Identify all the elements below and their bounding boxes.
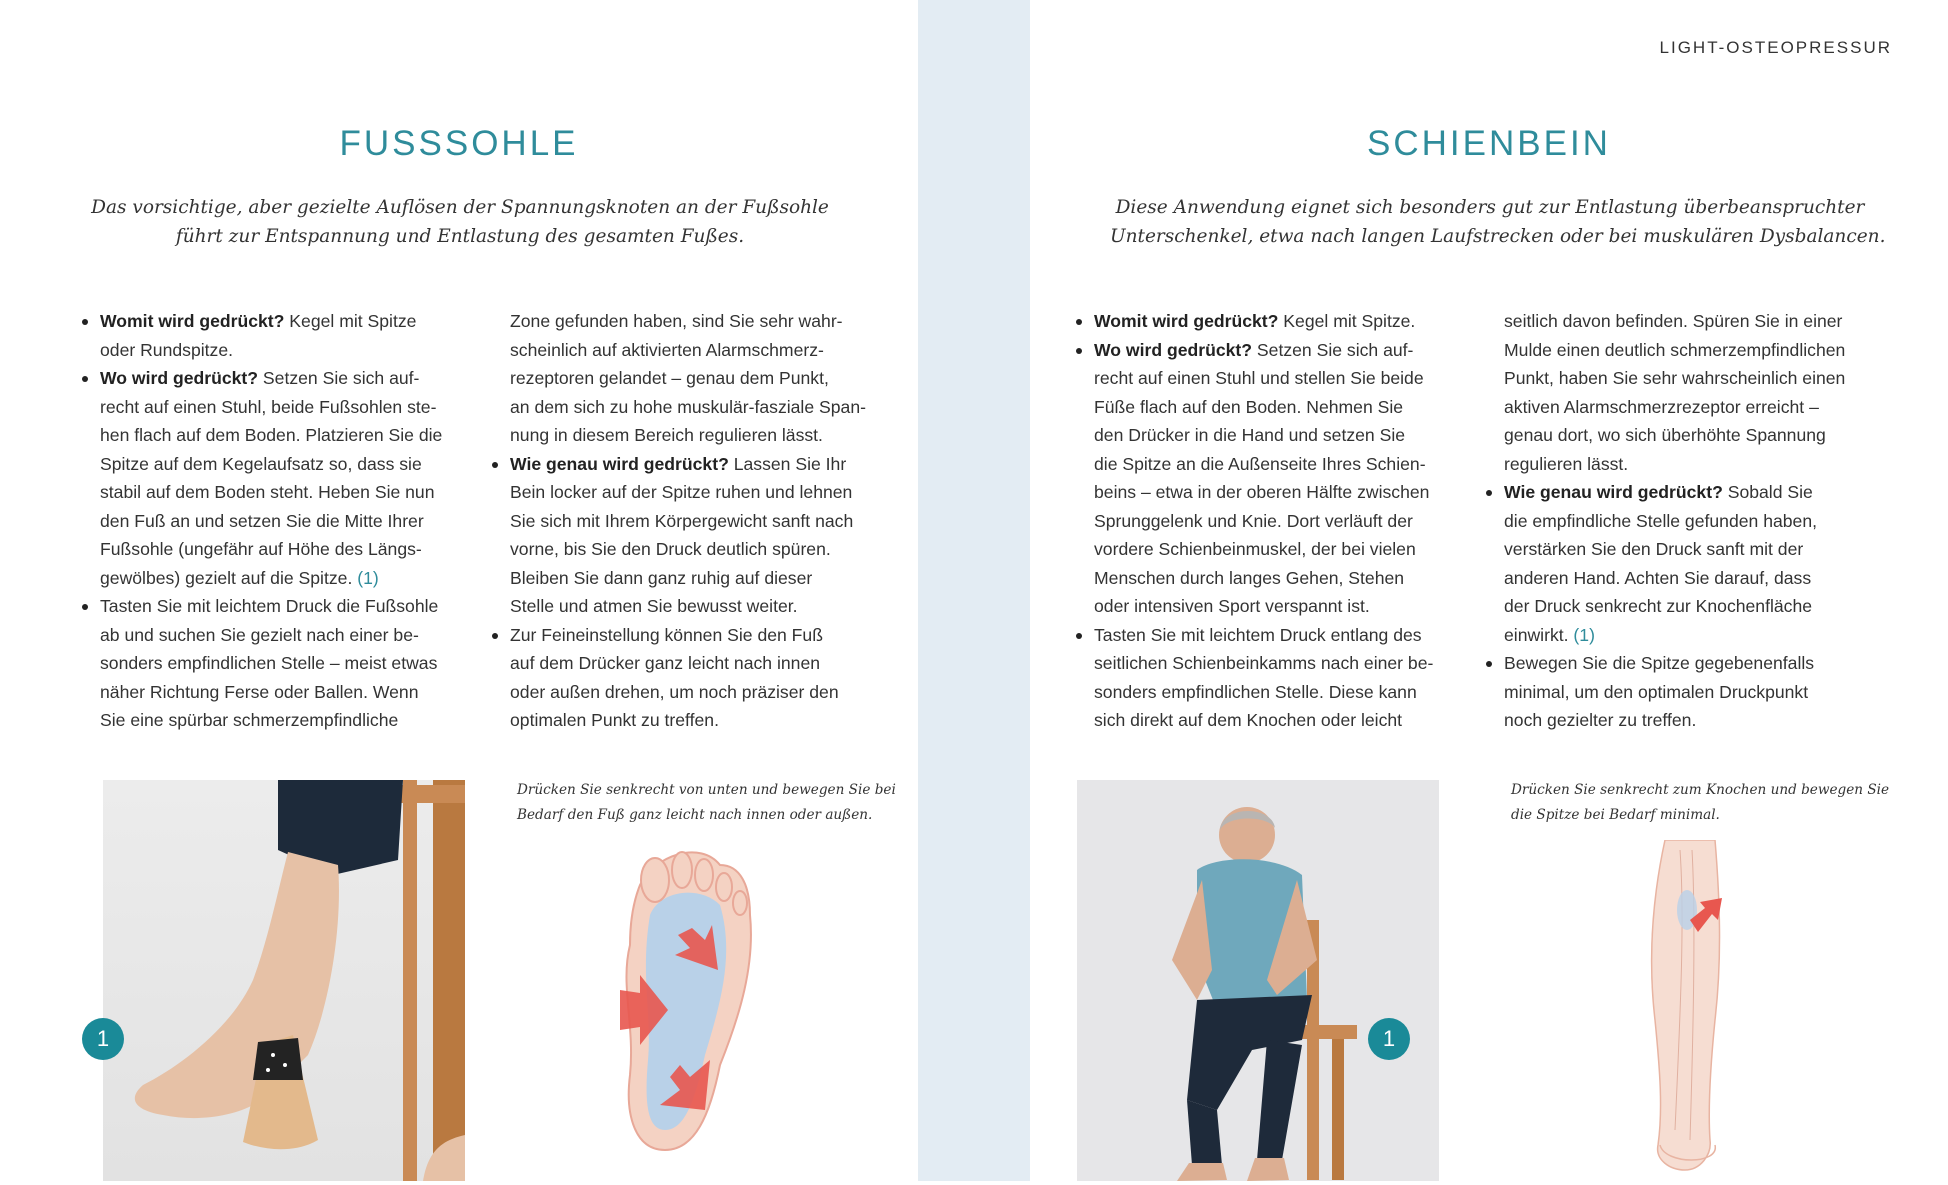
line-text: seitlich davon befinden. Spüren Sie in einer (1504, 311, 1843, 331)
text-line (80, 478, 442, 507)
line-text: vorne, bis Sie den Druck deutlich spüren. (510, 539, 831, 559)
line-text: recht auf einen Stuhl, beide Fußsohlen ste- (100, 396, 437, 417)
bullet-item (1484, 649, 1846, 678)
text-line (490, 649, 852, 678)
line-text: oder außen drehen, um noch präziser den (510, 681, 839, 702)
text-line (1484, 706, 1846, 735)
text-line (80, 564, 442, 593)
text-line (1484, 393, 1846, 422)
text-line (80, 507, 442, 536)
bullet-item (1074, 621, 1436, 650)
caption-line: die Spitze bei Bedarf minimal. (1511, 807, 1720, 823)
line-text: Menschen durch langes Gehen, Stehen (1094, 567, 1405, 588)
bullet-item (490, 450, 852, 479)
text-line (490, 678, 852, 707)
text-line (1484, 421, 1846, 450)
text-line (490, 393, 866, 422)
line-text: Fußsohle (ungefähr auf Höhe des Längs- (100, 539, 422, 559)
intro-line: Das vorsichtige, aber gezielte Auflösen der Spannungsknoten an der Fußsohle (91, 197, 829, 218)
text-line (1484, 364, 1846, 393)
shin-press-photo (1077, 780, 1439, 1181)
page-title: SCHIENBEIN (1367, 124, 1611, 163)
line-text: rezeptoren gelandet – genau dem Punkt, (510, 368, 829, 388)
text-line (1074, 478, 1436, 507)
bullet-heading: Wie genau wird gedrückt? (510, 453, 729, 474)
line-text: seitlichen Schienbeinkamms nach einer be- (1094, 653, 1434, 673)
line-text: gewölbes) gezielt auf die Spitze. (100, 567, 358, 588)
intro-line: führt zur Entspannung und Entlastung des gesamten Fußes. (175, 226, 745, 247)
bullet-heading: Womit wird gedrückt? (1094, 311, 1279, 331)
line-text: oder intensiven Sport verspannt ist. (1094, 596, 1370, 616)
line-text: Kegel mit Spitze (284, 311, 417, 331)
line-text: der Druck senkrecht zur Knochenfläche (1504, 596, 1813, 616)
shin-illustration (1630, 840, 1750, 1185)
step-number-badge: 1 (1368, 1018, 1410, 1060)
line-text: Sprunggelenk und Knie. Dort verläuft der (1094, 510, 1413, 531)
text-column-1 (80, 307, 442, 735)
bullet-heading: Wie genau wird gedrückt? (1504, 482, 1723, 502)
text-line (1484, 592, 1846, 621)
intro-line: Diese Anwendung eignet sich besonders gut zur Entlastung überbeanspruchter (1115, 197, 1865, 218)
line-text: Füße flach auf den Boden. Nehmen Sie (1094, 396, 1404, 417)
text-line (490, 535, 852, 564)
line-text: ab und suchen Sie gezielt nach einer be- (100, 624, 419, 645)
line-text: Setzen Sie sich auf- (258, 368, 420, 388)
line-text: Bein locker auf der Spitze ruhen und lehnen (510, 482, 853, 502)
text-line (490, 706, 852, 735)
line-text: beins – etwa in der oberen Hälfte zwischen (1094, 482, 1430, 502)
line-text: aktiven Alarmschmerzrezeptor erreicht – (1504, 396, 1819, 417)
line-text: Zone gefunden haben, sind Sie sehr wahr- (510, 311, 843, 331)
caption-line: Bedarf den Fuß ganz leicht nach innen oder außen. (517, 807, 873, 823)
line-text: Spitze auf dem Kegelaufsatz so, dass sie (100, 453, 422, 474)
line-text: nung in diesem Bereich regulieren lässt. (510, 425, 823, 445)
line-text: sonders empfindlichen Stelle – meist etwas (100, 653, 438, 673)
text-line (80, 706, 442, 735)
text-line (1074, 592, 1436, 621)
line-text: Sie sich mit Ihrem Körpergewicht sanft nach (510, 510, 854, 531)
line-text: Zur Feineinstellung können Sie den Fuß (510, 624, 823, 645)
line-text: Tasten Sie mit leichtem Druck die Fußsohle (100, 596, 439, 616)
text-line (80, 678, 442, 707)
line-text: sonders empfindlichen Stelle. Diese kann (1094, 681, 1417, 702)
line-text: vordere Schienbeinmuskel, der bei vielen (1094, 539, 1416, 559)
line-text: optimalen Punkt zu treffen. (510, 710, 719, 730)
text-line (1074, 364, 1436, 393)
text-line (80, 421, 442, 450)
text-column-2 (1484, 307, 1846, 735)
bullet-item (1484, 478, 1846, 507)
line-text: minimal, um den optimalen Druckpunkt (1504, 681, 1809, 702)
text-line (1074, 393, 1436, 422)
text-line (490, 336, 852, 365)
bullet-item (1074, 336, 1436, 365)
text-line (1074, 706, 1436, 735)
line-text: anderen Hand. Achten Sie darauf, dass (1504, 567, 1812, 588)
text-line (80, 450, 442, 479)
text-line (1484, 621, 1846, 650)
line-text: noch gezielter zu treffen. (1504, 710, 1697, 730)
text-line (1074, 678, 1436, 707)
line-text: verstärken Sie den Druck sanft mit der (1504, 539, 1804, 559)
text-line (80, 649, 442, 678)
line-text: Tasten Sie mit leichtem Druck entlang des (1094, 624, 1422, 645)
line-text: Stelle und atmen Sie bewusst weiter. (510, 596, 798, 616)
running-head: LIGHT-OSTEOPRESSUR (1659, 38, 1892, 57)
text-line (490, 592, 852, 621)
page-gutter (918, 0, 1030, 1181)
line-text: näher Richtung Ferse oder Ballen. Wenn (100, 681, 419, 702)
line-text: genau dort, wo sich überhöhte Spannung (1504, 425, 1826, 445)
text-line (1484, 307, 1846, 336)
text-line (490, 364, 852, 393)
line-text: den Fuß an und setzen Sie die Mitte Ihrer (100, 510, 424, 531)
text-line (1484, 535, 1846, 564)
line-text: Punkt, haben Sie sehr wahrscheinlich einen (1504, 368, 1846, 388)
intro-text (80, 193, 840, 251)
text-line (1074, 450, 1436, 479)
step-number-badge: 1 (82, 1018, 124, 1060)
text-line (80, 336, 442, 365)
right-page (1030, 0, 1948, 1181)
line-text: Mulde einen deutlich schmerzempfindlichen (1504, 339, 1846, 360)
line-text: scheinlich auf aktivierten Alarmschmerz- (510, 339, 824, 360)
text-line (1484, 564, 1846, 593)
text-line (80, 393, 442, 422)
line-text: einwirkt. (1504, 624, 1574, 645)
text-line (1074, 421, 1436, 450)
foot-sole-illustration (600, 845, 770, 1160)
text-line (1074, 507, 1436, 536)
bullet-item (1074, 307, 1436, 336)
bullet-heading: Womit wird gedrückt? (100, 311, 285, 331)
intro-text (1110, 193, 1886, 251)
line-text: hen flach auf dem Boden. Platzieren Sie die (100, 425, 443, 445)
text-line (1484, 336, 1846, 365)
line-text: Sobald Sie (1722, 482, 1813, 502)
line-text: recht auf einen Stuhl und stellen Sie beide (1094, 368, 1424, 388)
line-text: Kegel mit Spitze. (1278, 311, 1416, 331)
text-line (490, 421, 852, 450)
text-line (490, 564, 852, 593)
line-text: Bewegen Sie die Spitze gegebenenfalls (1504, 653, 1815, 673)
image-caption (517, 778, 896, 828)
text-column-1 (1074, 307, 1436, 735)
line-text: Bleiben Sie dann ganz ruhig auf dieser (510, 567, 813, 588)
bullet-heading: Wo wird gedrückt? (1094, 339, 1253, 360)
line-text: regulieren lässt. (1504, 453, 1629, 474)
line-text: den Drücker in die Hand und setzen Sie (1094, 425, 1406, 445)
bullet-item (80, 307, 442, 336)
text-line (80, 535, 442, 564)
bullet-item (490, 621, 852, 650)
line-text: Lassen Sie Ihr (728, 453, 847, 474)
bullet-item (80, 592, 442, 621)
text-line (1074, 649, 1436, 678)
text-line (490, 478, 852, 507)
bullet-item (80, 364, 442, 393)
text-line (1484, 678, 1846, 707)
text-line (80, 621, 442, 650)
text-line (490, 507, 852, 536)
line-text: Setzen Sie sich auf- (1252, 339, 1414, 360)
line-text: die empfindliche Stelle gefunden haben, (1504, 510, 1818, 531)
line-text: auf dem Drücker ganz leicht nach innen (510, 653, 821, 673)
figure-reference: (1) (1573, 624, 1595, 645)
text-line (490, 307, 852, 336)
text-line (1484, 507, 1846, 536)
text-line (1074, 535, 1436, 564)
intro-line: Unterschenkel, etwa nach langen Laufstrecken oder bei muskulären Dysbalancen. (1110, 226, 1886, 247)
bullet-heading: Wo wird gedrückt? (100, 368, 259, 388)
left-page (0, 0, 918, 1181)
line-text: oder Rundspitze. (100, 339, 234, 360)
line-text: sich direkt auf dem Knochen oder leicht (1094, 710, 1403, 730)
text-line (1484, 450, 1846, 479)
line-text: an dem sich zu hohe muskulär-fasziale Span- (510, 396, 866, 417)
caption-line: Drücken Sie senkrecht zum Knochen und bewegen Sie (1511, 782, 1890, 798)
page-title: FUSSSOHLE (339, 124, 579, 163)
caption-line: Drücken Sie senkrecht von unten und bewegen Sie bei (517, 782, 896, 798)
figure-reference: (1) (357, 567, 379, 588)
text-column-2 (490, 307, 866, 735)
line-text: Sie eine spürbar schmerzempfindliche (100, 710, 399, 730)
line-text: die Spitze an die Außenseite Ihres Schien- (1094, 453, 1426, 474)
image-caption (1511, 778, 1890, 828)
foot-press-photo (103, 780, 465, 1181)
text-line (1074, 564, 1436, 593)
line-text: stabil auf dem Boden steht. Heben Sie nun (100, 482, 435, 502)
